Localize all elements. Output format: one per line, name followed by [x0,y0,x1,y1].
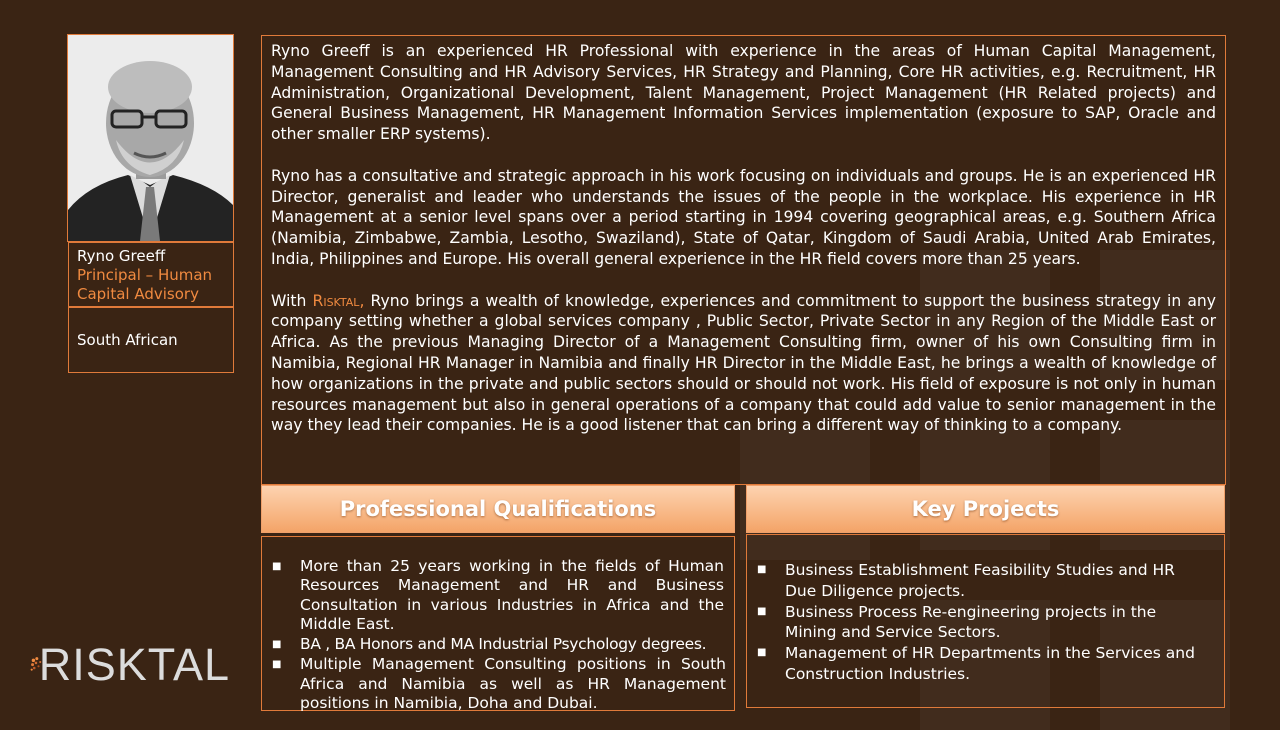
list-item [755,602,1208,644]
list-item-text: Multiple Management Consulting positions in South Africa and Namibia as well as HR Management positions in Namibia, Doha and Dubai. [300,655,726,713]
profile-name: Ryno Greeff [77,247,166,265]
list-item [270,655,726,713]
bullet-icon: ■ [272,639,282,651]
list-item [270,557,726,634]
bullet-icon: ■ [757,605,767,617]
profile-nationality: South African [77,331,178,349]
qualifications-header: Professional Qualifications [261,485,735,533]
bio-paragraph-2: Ryno has a consultative and strategic approach in his work focusing on individuals and groups. He is an experienced HR Director, generalist and leader who understands the issues of the people in the workplace. His experience in HR Management at a senior level spans over a period starting in 1994 covering geographical areas, e.g. Southern Africa (Namibia, Zimbabwe, Zambia, Lesotho, Swaziland), State of Qatar, Kingdom of Saudi Arabia, United Arab Emirates, India, Philippines and Europe. His overall general experience in the HR field covers more than 25 years. [271,166,1216,268]
bullet-icon: ■ [272,561,282,572]
bio-brand-name: Risktal, [312,291,365,310]
list-item-text: More than 25 years working in the fields of Human Resources Management and HR and Business Consultation in various Industries in Africa and the Middle East. [300,557,724,633]
key-projects-list [755,560,1208,685]
list-item-text: BA , BA Honors and MA Industrial Psychology degrees. [300,635,707,654]
profile-name-box [68,242,234,307]
bio-p3-text: Ryno brings a wealth of knowledge, experiences and commitment to support the business strategy in any company setting whether a global services company , Public Sector, Private Sector in any Region of the Middle East or Africa. As the previous Managing Director of a Management Consulting firm, owner of his own Consulting firm in Namibia, Regional HR Manager in Namibia and finally HR Director in the Middle East, he brings a wealth of knowledge of how organizations in the private and public sectors should or should not work. His field of exposure is not only in human resources management but also in general operations of a company that could add value to senior management in the way they lead their companies. He is a good listener that can bring a different way of thinking to a company. [271,291,1216,435]
bullet-icon: ■ [757,647,767,659]
qualifications-list-box [261,536,735,711]
profile-photo [67,34,234,242]
profile-role: Principal – Human Capital Advisory [77,266,213,303]
biography-box [261,35,1226,485]
list-item-text: Business Process Re-engineering projects in the Mining and Service Sectors. [785,602,1157,642]
risktal-logo [30,632,230,698]
list-item-text: Business Establishment Feasibility Studies and HR Due Diligence projects. [785,561,1175,600]
qualifications-list [270,557,726,713]
bullet-icon: ■ [272,659,282,671]
bio-p3-prefix: With [271,291,313,310]
list-item-text: Management of HR Departments in the Services and Construction Industries. [785,644,1195,683]
key-projects-list-box [746,534,1225,708]
bullet-icon: ■ [757,564,767,575]
bio-paragraph-3 [271,291,1216,437]
profile-nationality-box [68,307,234,373]
list-item [755,560,1208,602]
logo-text: RISKTAL [38,639,230,690]
list-item [755,643,1208,685]
key-projects-header: Key Projects [746,485,1225,533]
bio-paragraph-1: Ryno Greeff is an experienced HR Professional with experience in the areas of Human Capital Management, Management Consulting and HR Advisory Services, HR Strategy and Planning, Core HR activities, e.g. Recruitment, HR Administration, Organizational Development, Talent Management, Project Management (HR Related projects) and General Business Management, HR Management Information Services implementation (exposure to SAP, Oracle and other smaller ERP systems). [271,42,1216,144]
list-item [270,635,726,654]
